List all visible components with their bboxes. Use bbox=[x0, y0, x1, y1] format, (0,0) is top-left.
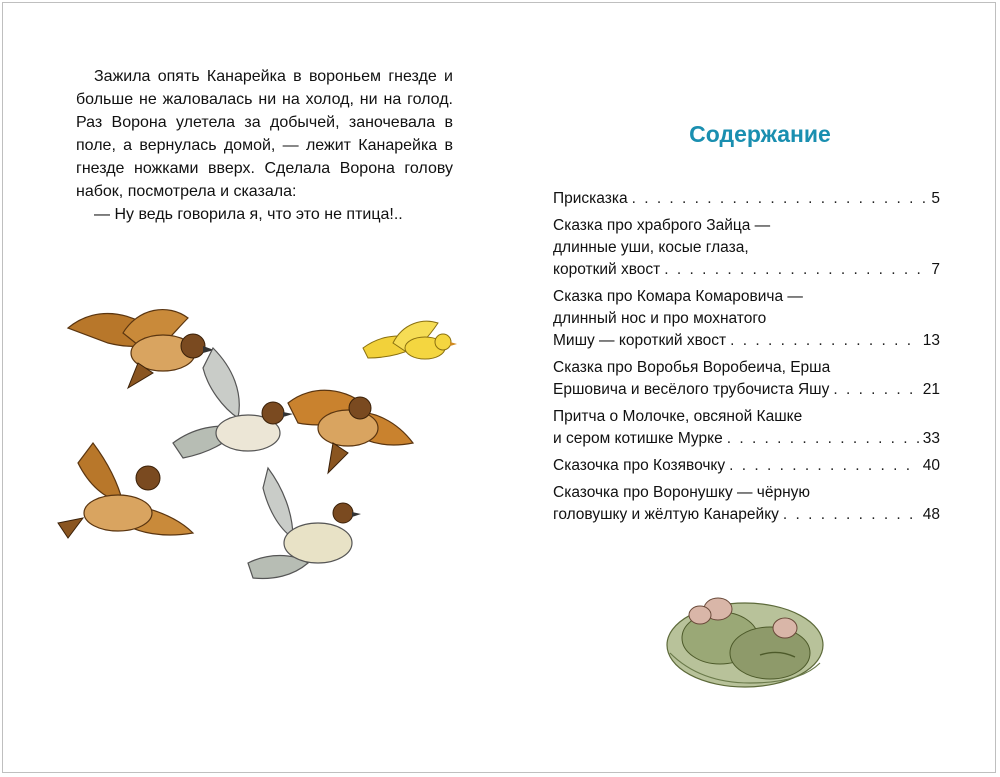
canary-icon bbox=[363, 321, 457, 359]
toc-entry-last-line bbox=[553, 504, 940, 526]
toc-entry-title: и сером котишке Мурке bbox=[553, 430, 723, 447]
toc-entry-title: головушку и жёлтую Канарейку bbox=[553, 506, 779, 523]
toc-entry-line: Притча о Молочке, овсяной Кашке bbox=[553, 408, 803, 425]
toc-page-number: 33 bbox=[922, 430, 940, 447]
toc-leader-dots bbox=[664, 259, 927, 281]
toc-entry-last-line bbox=[553, 379, 940, 401]
toc-entry[interactable] bbox=[553, 357, 940, 401]
toc-leader-dots bbox=[730, 330, 919, 352]
toc-page-number: 48 bbox=[922, 506, 940, 523]
sparrow-icon bbox=[68, 310, 214, 388]
toc-entry-line: Сказка про храброго Зайца — bbox=[553, 217, 771, 234]
toc-entry-last-line bbox=[553, 188, 940, 210]
toc-entry-title: Мишу — короткий хвост bbox=[553, 332, 727, 349]
left-page bbox=[3, 3, 500, 772]
book-spread bbox=[2, 2, 996, 773]
toc-entry-line: длинный нос и про мохнатого bbox=[553, 310, 767, 327]
toc-entry-line: Сказка про Комара Комаровича — bbox=[553, 288, 803, 305]
toc-entry[interactable] bbox=[553, 188, 940, 210]
toc-entry-line: длинные уши, косые глаза, bbox=[553, 239, 749, 256]
gray-bird-icon bbox=[248, 468, 361, 578]
toc-page-number: 5 bbox=[931, 190, 940, 207]
toc-leader-dots bbox=[632, 188, 928, 210]
toc-entry-line: Сказка про Воробья Воробеича, Ерша bbox=[553, 359, 831, 376]
toc-entry-title: короткий хвост bbox=[553, 261, 661, 278]
story-text bbox=[76, 65, 453, 226]
toc-entry-last-line bbox=[553, 330, 940, 352]
toc-title: Содержание bbox=[689, 121, 831, 147]
sparrow-icon bbox=[58, 443, 193, 538]
toc-entry[interactable] bbox=[553, 482, 940, 526]
toc-page-number: 40 bbox=[922, 457, 940, 474]
sparrow-icon bbox=[288, 390, 413, 473]
toc-entry-title: Ершовича и весёлого трубочиста Яшу bbox=[553, 381, 830, 398]
toc-entry-last-line bbox=[553, 259, 940, 281]
toc-entry-last-line bbox=[553, 455, 940, 477]
toc-page-number: 13 bbox=[922, 332, 940, 349]
toc-entry-title: Сказочка про Козявочку bbox=[553, 457, 726, 474]
story-paragraph: — Ну ведь говорила я, что это не птица!.. bbox=[94, 206, 403, 223]
toc-leader-dots bbox=[729, 455, 919, 477]
toc-entry-last-line bbox=[553, 428, 940, 450]
gray-bird-icon bbox=[173, 348, 293, 458]
table-of-contents bbox=[553, 188, 940, 531]
story-paragraph: Зажила опять Канарейка в вороньем гнезде и больше не жаловалась ни на холод, ни на голод. Раз Ворона улетела за добычей, заночевала в поле, а вернулась домой, — лежит Канарейка в гнезде ножками вверх. Сделала Ворона голову набок, посмотрела и сказала: bbox=[76, 68, 453, 200]
toc-leader-dots bbox=[783, 504, 919, 526]
toc-entry[interactable] bbox=[553, 286, 940, 352]
sleeping-mice-illustration bbox=[660, 583, 830, 693]
toc-page-number: 21 bbox=[922, 381, 940, 398]
toc-entry-title: Присказка bbox=[553, 190, 628, 207]
flying-birds-illustration bbox=[48, 303, 468, 593]
toc-entry[interactable] bbox=[553, 215, 940, 281]
right-page bbox=[500, 3, 997, 772]
toc-leader-dots bbox=[833, 379, 918, 401]
toc-entry[interactable] bbox=[553, 455, 940, 477]
toc-entry-line: Сказочка про Воронушку — чёрную bbox=[553, 484, 811, 501]
toc-leader-dots bbox=[727, 428, 919, 450]
toc-entry[interactable] bbox=[553, 406, 940, 450]
toc-page-number: 7 bbox=[931, 261, 940, 278]
